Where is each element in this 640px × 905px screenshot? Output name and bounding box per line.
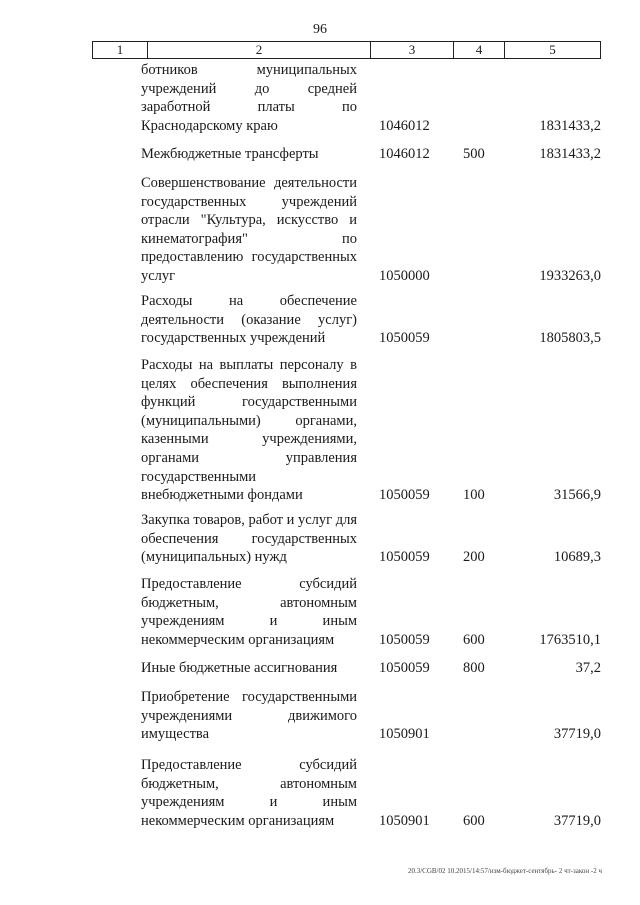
row-code: 1046012 [379, 146, 430, 162]
header-col-2: 2 [147, 42, 370, 58]
table-row [141, 756, 601, 830]
row-amount: 37719,0 [553, 726, 601, 743]
row-kind: 600 [463, 631, 485, 648]
row-amount: 1831433,2 [539, 146, 601, 162]
row-code: 1050059 [379, 631, 430, 648]
row-amount: 1805803,5 [539, 330, 601, 347]
row-amount: 1831433,2 [539, 117, 601, 134]
row-description: Закупка товаров, работ и услуг для обеспечения государственных (муниципальных) нужд [141, 512, 358, 566]
row-amount: 1933263,0 [539, 267, 601, 284]
row-description: Предоставление субсидий бюджетным, автономным учреждениям и иным некоммерческим организациям [141, 576, 357, 648]
row-kind: 800 [463, 660, 485, 676]
table-row [141, 145, 601, 164]
table-row [141, 292, 601, 348]
header-col-5: 5 [504, 42, 600, 58]
row-code: 1050059 [379, 660, 430, 676]
row-code: 1046012 [379, 117, 430, 134]
row-description: ботников муниципальных учреждений до средней заработной платы по Краснодарскому краю [141, 62, 357, 134]
table-row [141, 511, 601, 567]
row-code: 1050059 [379, 330, 430, 347]
row-code: 1050901 [379, 726, 430, 743]
table-row [141, 356, 601, 505]
row-kind: 500 [463, 146, 485, 162]
row-description: Предоставление субсидий бюджетным, автономным учреждениям и иным некоммерческим организациям [141, 757, 357, 829]
row-amount: 37719,0 [553, 812, 601, 829]
row-kind: 100 [463, 487, 485, 504]
row-amount: 1763510,1 [539, 631, 601, 648]
header-col-3: 3 [370, 42, 453, 58]
table-row [141, 688, 601, 744]
row-code: 1050000 [379, 267, 430, 284]
table-row [141, 61, 601, 135]
table-row [141, 575, 601, 649]
row-description: Совершенствование деятельности государственных учреждений отрасли "Культура, искусство и кинематография" по предоставлению государственных услуг [141, 175, 357, 284]
row-kind: 600 [463, 812, 485, 829]
header-col-1: 1 [116, 42, 124, 57]
row-description: Расходы на обеспечение деятельности (оказание услуг) государственных учреждений [141, 293, 357, 347]
row-description: Приобретение государственными учреждениями движимого имущества [141, 689, 357, 743]
page-number: 96 [313, 22, 327, 37]
row-amount: 37,2 [575, 660, 601, 676]
row-kind: 200 [463, 549, 485, 566]
table-row [141, 659, 601, 678]
row-code: 1050901 [379, 812, 430, 829]
row-description: Межбюджетные трансферты [141, 146, 319, 162]
row-description: Расходы на выплаты персоналу в целях обеспечения выполнения функций государственными (муниципальными) органами, казенными учреждениями, органами управления государственными внебюджетными фондами [141, 357, 357, 504]
footer-stamp: 20.3/CGB/02 10.2015/14:57/изм-бюджет-сентябрь- 2 чт-закон -2 ч [407, 867, 602, 875]
table-header [92, 41, 601, 59]
table-row [141, 174, 601, 286]
row-description: Иные бюджетные ассигнования [141, 660, 338, 676]
header-col-4: 4 [453, 42, 504, 58]
row-amount: 10689,3 [553, 549, 601, 566]
row-amount: 31566,9 [553, 487, 601, 504]
row-code: 1050059 [379, 487, 430, 504]
row-code: 1050059 [379, 549, 430, 566]
